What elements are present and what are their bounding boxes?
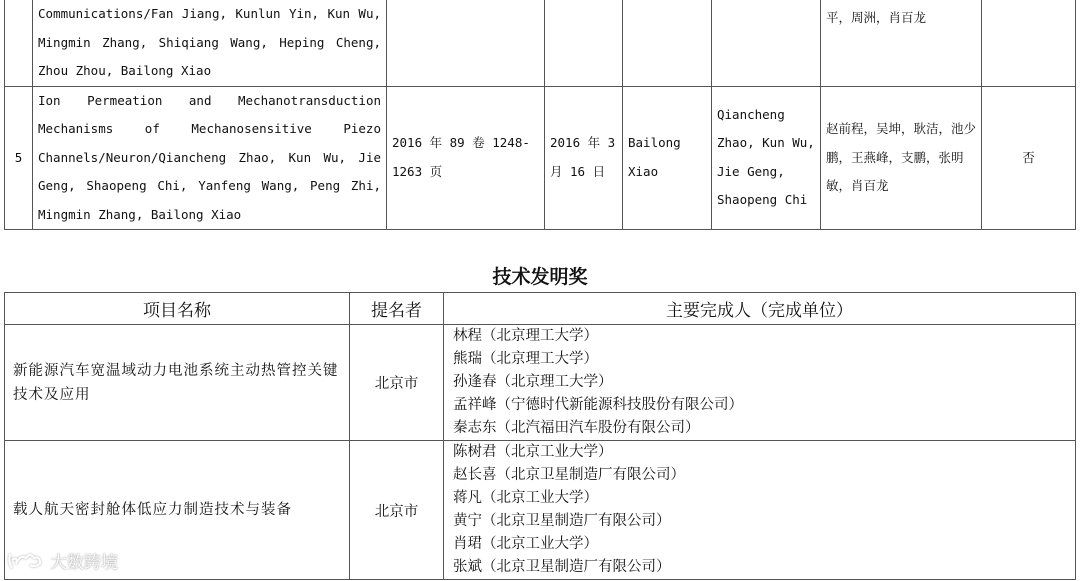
publish-date	[545, 0, 623, 86]
header-nominator: 提名者	[350, 293, 444, 325]
header-project-name: 项目名称	[5, 293, 350, 325]
corresponding-author: Bailong Xiao	[623, 86, 712, 230]
other-authors: 赵前程，吴坤，耿洁，池少鹏，王燕峰，支鹏，张明敏，肖百龙	[821, 86, 982, 230]
table-header-row	[5, 293, 1076, 325]
row-number	[5, 0, 33, 86]
table-row	[5, 441, 1076, 580]
first-authors	[712, 0, 821, 86]
person-entry: 熊瑞（北京理工大学）	[453, 351, 598, 367]
person-entry: 秦志东（北汽福田汽车股份有限公司）	[453, 420, 700, 436]
people-list	[444, 325, 1076, 441]
nominator: 北京市	[350, 325, 444, 441]
awards-table	[4, 292, 1076, 580]
nominator: 北京市	[350, 441, 444, 580]
person-entry: 赵长喜（北京卫星制造厂有限公司）	[453, 467, 685, 483]
person-entry: 陈树君（北京工业大学）	[453, 444, 613, 460]
header-main-people: 主要完成人（完成单位）	[444, 293, 1076, 325]
first-authors: Qiancheng Zhao, Kun Wu, Jie Geng, Shaopeng Chi	[712, 86, 821, 230]
paper-title: Communications/Fan Jiang, Kunlun Yin, Kun Wu, Mingmin Zhang, Shiqiang Wang, Heping Cheng, Zhou Zhou, Bailong Xiao	[33, 0, 387, 86]
corresponding-author	[623, 0, 712, 86]
publication-info	[387, 0, 545, 86]
table-row	[5, 86, 1076, 230]
person-entry: 张斌（北京卫星制造厂有限公司）	[453, 559, 671, 575]
person-entry: 黄宁（北京卫星制造厂有限公司）	[453, 513, 671, 529]
person-entry: 蒋凡（北京工业大学）	[453, 490, 598, 506]
table-row	[5, 325, 1076, 441]
project-name: 载人航天密封舱体低应力制造技术与装备	[5, 441, 350, 580]
publication-info: 2016 年 89 卷 1248-1263 页	[387, 86, 545, 230]
section-heading: 技术发明奖	[492, 266, 588, 288]
flag-cell	[982, 0, 1076, 86]
watermark	[6, 548, 118, 573]
dashuju-logo-icon	[6, 550, 46, 572]
publish-date: 2016 年 3 月 16 日	[545, 86, 623, 230]
person-entry: 肖珺（北京工业大学）	[453, 536, 598, 552]
person-entry: 林程（北京理工大学）	[453, 328, 598, 344]
flag-cell: 否	[982, 86, 1076, 230]
person-entry: 孟祥峰（宁德时代新能源科技股份有限公司）	[453, 397, 743, 413]
other-authors: 平，周洲，肖百龙	[821, 0, 982, 86]
papers-table	[4, 0, 1076, 230]
paper-title: Ion Permeation and Mechanotransduction Mechanisms of Mechanosensitive Piezo Channels/Neuron/Qiancheng Zhao, Kun Wu, Jie Geng, Shaopeng Chi, Yanfeng Wang, Peng Zhi, Mingmin Zhang, Bailong Xiao	[33, 86, 387, 230]
watermark-text: 大数跨境	[50, 553, 118, 573]
person-entry: 孙逢春（北京理工大学）	[453, 374, 613, 390]
people-list	[444, 441, 1076, 580]
table-row	[5, 0, 1076, 86]
row-number: 5	[5, 86, 33, 230]
project-name: 新能源汽车宽温域动力电池系统主动热管控关键技术及应用	[5, 325, 350, 441]
